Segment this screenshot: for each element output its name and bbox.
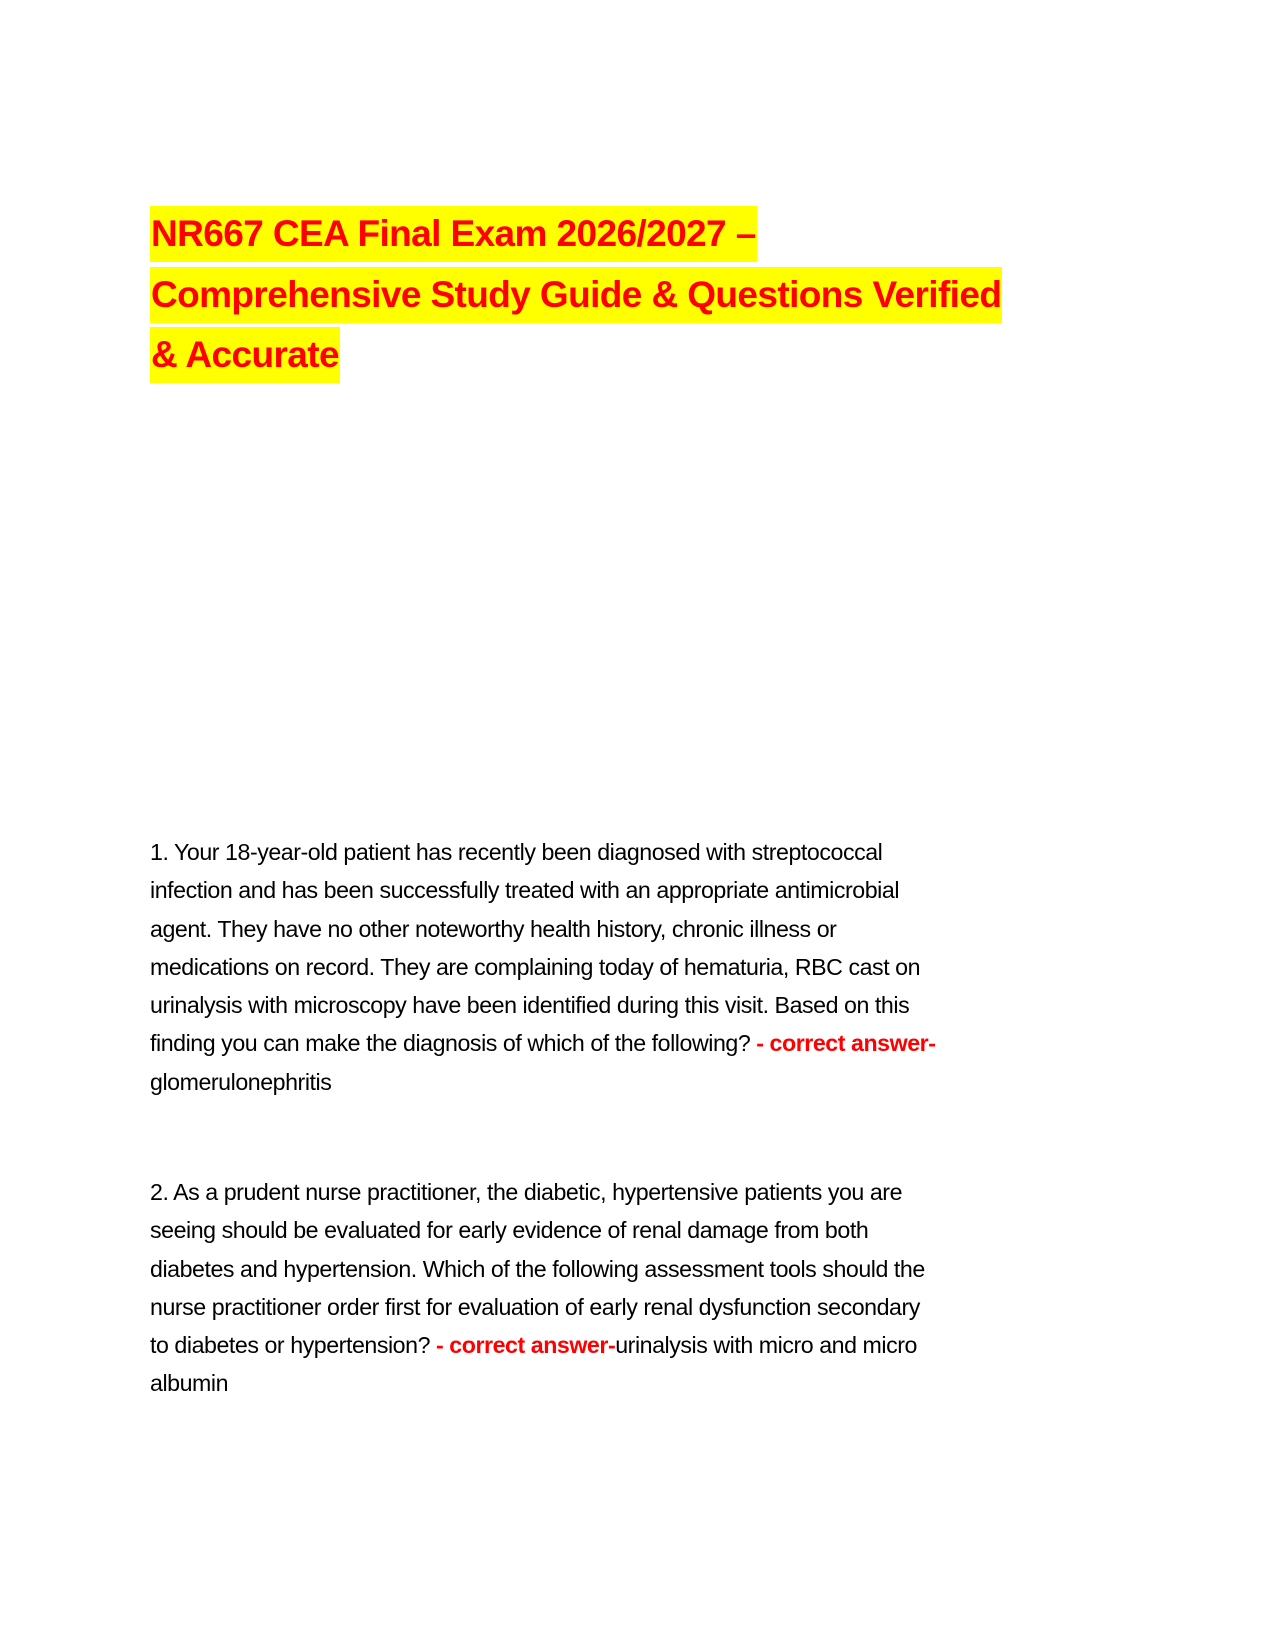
title-line — [150, 326, 1110, 387]
question-text-line — [150, 1024, 1110, 1062]
question-text-line: nurse practitioner order first for evaluation of early renal dysfunction secondary — [150, 1293, 920, 1320]
question-text-line: seeing should be evaluated for early evidence of renal damage from both — [150, 1217, 869, 1244]
correct-answer-label: - correct answer- — [436, 1332, 616, 1359]
question-text-line — [150, 1326, 1110, 1364]
question-text-line: urinalysis with microscopy have been identified during this visit. Based on this — [150, 992, 910, 1019]
question-text-line: medications on record. They are complaining today of hematuria, RBC cast on — [150, 953, 921, 980]
question-text-line: 1. Your 18-year-old patient has recently been diagnosed with streptococcal — [150, 839, 883, 865]
question-text: finding you can make the diagnosis of which of the following? — [150, 1030, 757, 1057]
title-highlight: NR667 CEA Final Exam 2026/2027 – — [150, 206, 757, 262]
title-highlight: & Accurate — [150, 327, 340, 383]
answer-text: urinalysis with micro and micro — [615, 1332, 917, 1359]
title-line — [150, 266, 1110, 327]
question-text-line: agent. They have no other noteworthy health history, chronic illness or — [150, 915, 837, 942]
title-highlight: Comprehensive Study Guide & Questions Verified — [150, 267, 1002, 323]
answer-text: albumin — [150, 1370, 229, 1397]
answer-text: glomerulonephritis — [150, 1068, 332, 1095]
question-text-line: 2. As a prudent nurse practitioner, the diabetic, hypertensive patients you are — [150, 1179, 903, 1205]
question-text-line: infection and has been successfully treated with an appropriate antimicrobial — [150, 877, 900, 904]
question-text: to diabetes or hypertension? — [150, 1332, 437, 1359]
question-2 — [150, 1173, 1110, 1403]
title-line — [150, 205, 1110, 266]
correct-answer-label: - correct answer- — [756, 1030, 936, 1057]
question-1 — [150, 833, 1110, 1101]
question-text-line: diabetes and hypertension. Which of the following assessment tools should the — [150, 1255, 925, 1282]
document-title — [150, 205, 1110, 387]
